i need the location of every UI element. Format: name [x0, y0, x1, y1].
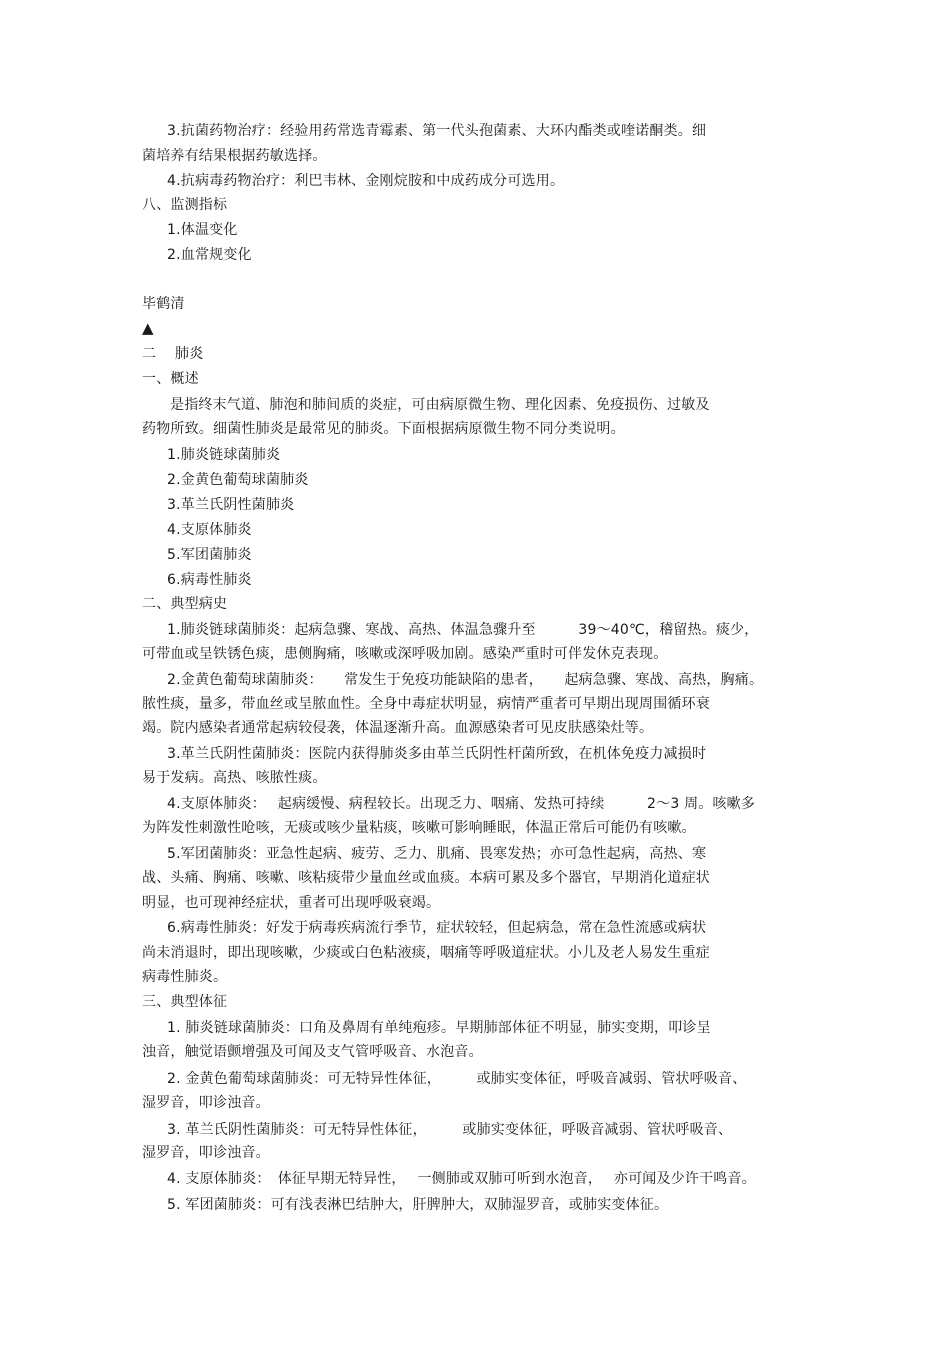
- section-heading: 八、监测指标: [142, 197, 228, 213]
- text-line: 可带血或呈铁锈色痰，患侧胸痛，咳嗽或深呼吸加剧。感染严重时可伴发休克表现。: [142, 646, 668, 662]
- section-heading: 三、典型体征: [142, 994, 228, 1010]
- triangle-icon: ▲: [142, 319, 154, 337]
- list-item: 1.肺炎链球菌肺炎: [167, 447, 281, 463]
- text-line: 为阵发性刺激性呛咳，无痰或咳少量粘痰，咳嗽可影响睡眠，体温正常后可能仍有咳嗽。: [142, 820, 696, 836]
- text-line: 3.抗菌药物治疗：经验用药常选青霉素、第一代头孢菌素、大环内酯类或喹诺酮类。细: [167, 123, 707, 139]
- text-line: 竭。院内感染者通常起病较侵袭，体温逐渐升高。血源感染者可见皮肤感染灶等。: [142, 720, 654, 736]
- list-item: 2.血常规变化: [167, 247, 252, 263]
- text-line: 湿罗音，叩诊浊音。: [142, 1145, 270, 1161]
- text-line: 明显，也可现神经症状，重者可出现呼吸衰竭。: [142, 895, 441, 911]
- list-item: 3.革兰氏阴性菌肺炎: [167, 497, 295, 513]
- list-item: 5.军团菌肺炎: [167, 547, 252, 563]
- text-line: 4.抗病毒药物治疗：利巴韦林、金刚烷胺和中成药成分可选用。: [167, 173, 565, 189]
- text-line: 菌培养有结果根据药敏选择。: [142, 148, 327, 164]
- text-line: 1.肺炎链球菌肺炎：起病急骤、寒战、高热、体温急骤升至 39～40℃，稽留热。痰少，: [167, 622, 759, 638]
- text-line: 2. 金黄色葡萄球菌肺炎：可无特异性体征， 或肺实变体征，呼吸音减弱、管状呼吸音、: [167, 1071, 747, 1087]
- text-line: 3.革兰氏阴性菌肺炎：医院内获得肺炎多由革兰氏阴性杆菌所致，在机体免疫力减损时: [167, 746, 707, 762]
- text-line: 战、头痛、胸痛、咳嗽、咳粘痰带少量血丝或血痰。本病可累及多个器官，早期消化道症状: [142, 870, 710, 886]
- author-name: 毕鹤清: [142, 296, 185, 312]
- text-line: 浊音，触觉语颤增强及可闻及支气管呼吸音、水泡音。: [142, 1044, 483, 1060]
- text-line: 2.金黄色葡萄球菌肺炎： 常发生于免疫功能缺陷的患者， 起病急骤、寒战、高热，胸痛。: [167, 672, 764, 688]
- list-item: 4.支原体肺炎: [167, 522, 252, 538]
- text-line: 5. 军团菌肺炎：可有浅表淋巴结肿大，肝脾肿大，双肺湿罗音，或肺实变体征。: [167, 1197, 669, 1213]
- text-line: 脓性痰，量多，带血丝或呈脓血性。全身中毒症状明显，病情严重者可早期出现周围循环衰: [142, 696, 710, 712]
- text-line: 3. 革兰氏阴性菌肺炎：可无特异性体征， 或肺实变体征，呼吸音减弱、管状呼吸音、: [167, 1122, 733, 1138]
- text-line: 湿罗音，叩诊浊音。: [142, 1095, 270, 1111]
- text-line: 尚未消退时，即出现咳嗽，少痰或白色粘液痰，咽痛等呼吸道症状。小儿及老人易发生重症: [142, 945, 710, 961]
- section-heading: 二、典型病史: [142, 596, 228, 612]
- section-heading: 一、概述: [142, 371, 199, 387]
- chapter-title: 二 肺炎: [142, 346, 204, 362]
- text-line: 易于发病。高热、咳脓性痰。: [142, 770, 327, 786]
- text-line: 6.病毒性肺炎：好发于病毒疾病流行季节，症状较轻，但起病急，常在急性流感或病状: [167, 920, 707, 936]
- text-line: 4. 支原体肺炎： 体征早期无特异性， 一侧肺或双肺可听到水泡音， 亦可闻及少许干鸣音。: [167, 1171, 756, 1187]
- text-line: 病毒性肺炎。: [142, 969, 228, 985]
- list-item: 6.病毒性肺炎: [167, 572, 252, 588]
- text-line: 药物所致。细菌性肺炎是最常见的肺炎。下面根据病原微生物不同分类说明。: [142, 421, 625, 437]
- text-line: 是指终末气道、肺泡和肺间质的炎症，可由病原微生物、理化因素、免疫损伤、过敏及: [170, 397, 710, 413]
- list-item: 1.体温变化: [167, 222, 238, 238]
- text-line: 5.军团菌肺炎：亚急性起病、疲劳、乏力、肌痛、畏寒发热；亦可急性起病，高热、寒: [167, 846, 707, 862]
- text-line: 4.支原体肺炎： 起病缓慢、病程较长。出现乏力、咽痛、发热可持续 2～3 周。咳嗽多: [167, 796, 756, 812]
- text-line: 1. 肺炎链球菌肺炎：口角及鼻周有单纯疱疹。早期肺部体征不明显，肺实变期，叩诊呈: [167, 1020, 711, 1036]
- list-item: 2.金黄色葡萄球菌肺炎: [167, 472, 309, 488]
